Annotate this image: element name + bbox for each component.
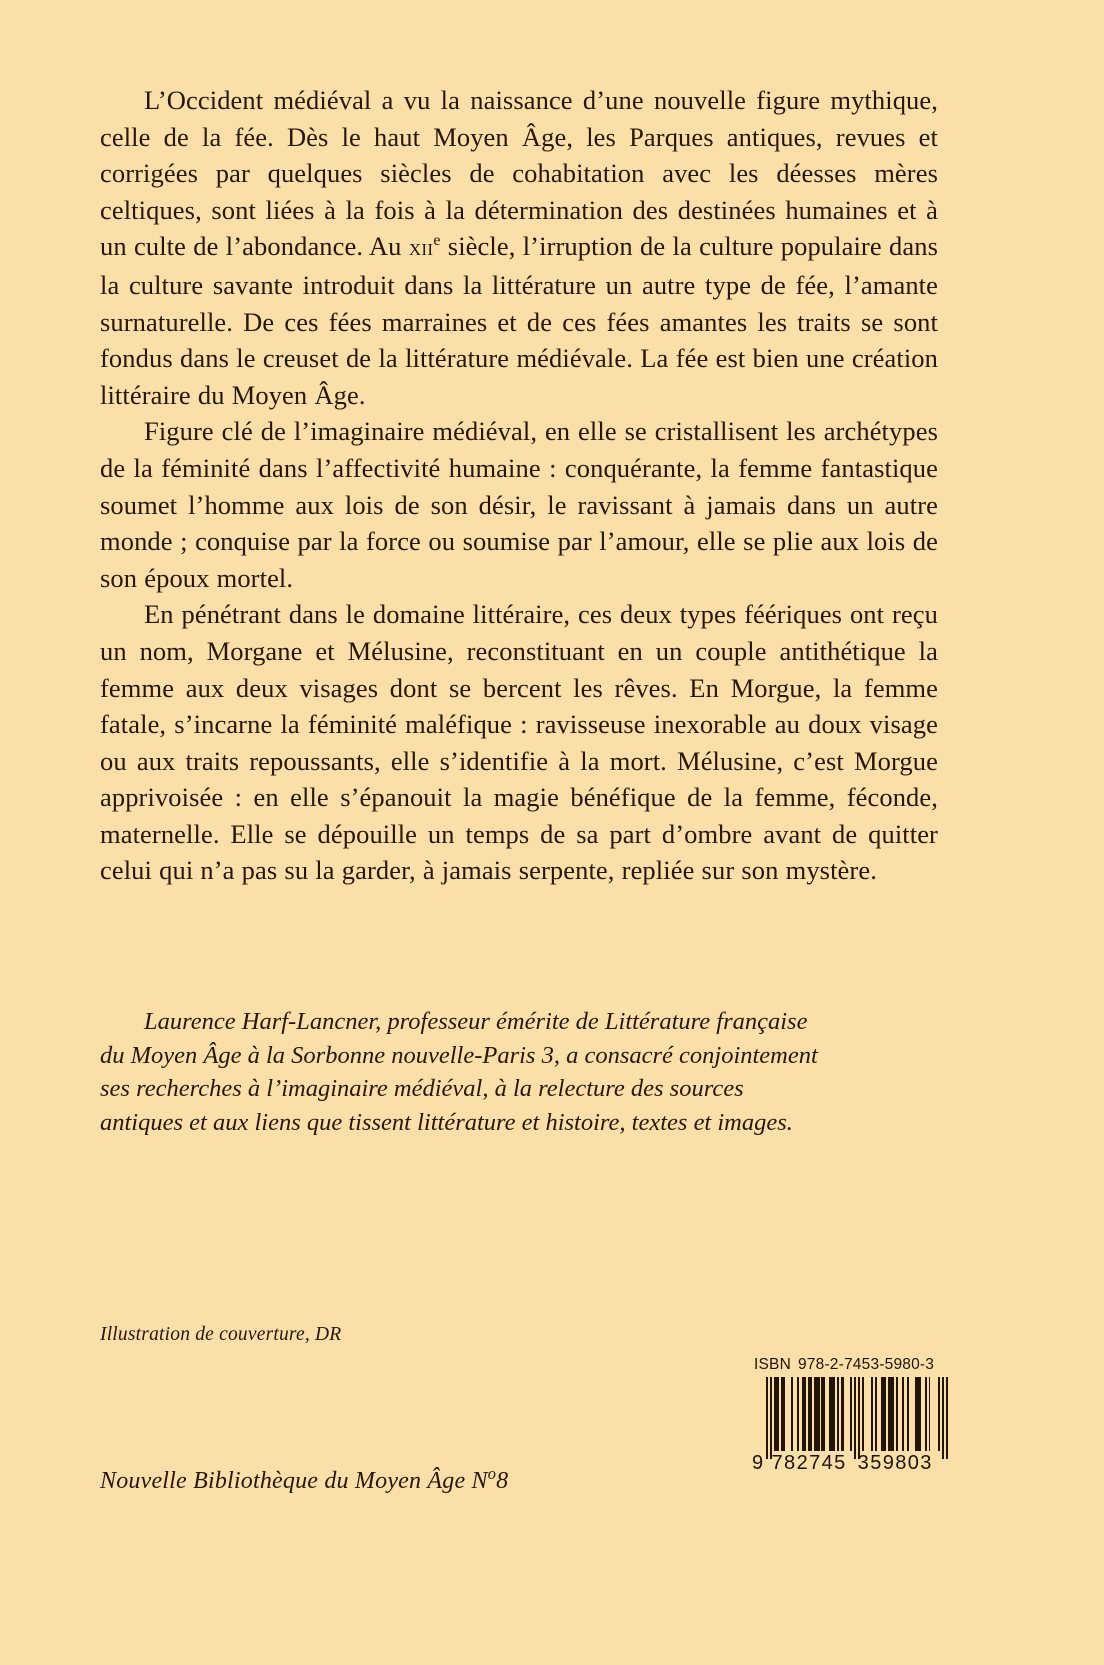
series-line [100, 1464, 509, 1495]
blurb-paragraph-1 [100, 82, 938, 413]
author-bio [100, 1005, 938, 1139]
isbn-line [754, 1356, 948, 1374]
author-bio-line: du Moyen Âge à la Sorbonne nouvelle-Paris 3, a consacré conjointement [100, 1041, 818, 1069]
series-line-text: Nouvelle Bibliothèque du Moyen Âge N [100, 1468, 488, 1494]
series-number: 8 [496, 1468, 509, 1494]
barcode-bars [766, 1377, 948, 1459]
author-bio-line: ses recherches à l’imaginaire médiéval, à la relecture des sources [100, 1075, 744, 1102]
blurb-text-block [100, 82, 938, 889]
blurb-paragraph-1-part-b: siècle, l’irruption de la culture populaire dans la culture savante introduit dans la littérature un autre type de fée, l’amante surnaturelle. De ces fées marraines et de ces fées amantes les traits se sont fondus dans le creuset de la littérature médiévale. La fée est bien une création littéraire du Moyen Âge. [100, 231, 938, 410]
blurb-paragraph-2: Figure clé de l’imaginaire médiéval, en elle se cristallisent les archétypes de la féminité dans l’affectivité humaine : conquérante, la femme fantastique soumet l’homme aux lois de son désir, le ravissant à jamais dans un autre monde ; conquise par la force ou soumise par l’amour, elle se plie aux lois de son époux mortel. [100, 416, 938, 593]
isbn-number: 978-2-7453-5980-3 [797, 1356, 935, 1373]
barcode-graphic [752, 1377, 948, 1481]
isbn-barcode-block [752, 1356, 948, 1481]
ean-right-group: 359803 [857, 1452, 933, 1474]
author-bio-line: antiques et aux liens que tissent littérature et histoire, textes et images. [100, 1108, 793, 1136]
ean-left-group: 782745 [771, 1452, 847, 1474]
barcode-digits [752, 1449, 948, 1475]
isbn-label: ISBN [754, 1356, 791, 1373]
blurb-paragraph-3: En pénétrant dans le domaine littéraire, ces deux types féériques ont reçu un nom, Morgane et Mélusine, reconstituant en un couple antithétique la femme aux deux visages dont se bercent les rêves. En Morgue, la femme fatale, s’incarne la féminité maléfique : ravisseuse inexorable au doux visage ou aux traits repoussants, elle s’identifie à la mort. Mélusine, c’est Morgue apprivoisée : en elle s’épanouit la magie bénéfique de la femme, féconde, maternelle. Elle se dépouille un temps de sa part d’ombre avant de quitter celui qui n’a pas su la garder, à jamais serpente, repliée sur son mystère. [100, 599, 938, 886]
century-roman-numeral: xii [408, 234, 434, 262]
blurb-paragraph-1-part-a: L’Occident médiéval a vu la naissance d’une nouvelle figure mythique, celle de la fée. Dès le haut Moyen Âge, les Parques antiques, revues et corrigées par quelques siècles de cohabitation avec les déesses mères celtiques, sont liées à la fois à la détermination des destinées humaines et à un culte de l’abondance. Au [100, 85, 938, 262]
series-number-ordinal: o [487, 1464, 497, 1483]
author-bio-line: Laurence Harf-Lancner, professeur émérite de Littérature française [144, 1008, 808, 1035]
ean-lead-digit: 9 [752, 1452, 765, 1474]
blurb-paragraphs [100, 82, 938, 889]
century-ordinal-suffix: e [433, 232, 441, 250]
cover-illustration-credit: Illustration de couverture, DR [100, 1324, 342, 1345]
